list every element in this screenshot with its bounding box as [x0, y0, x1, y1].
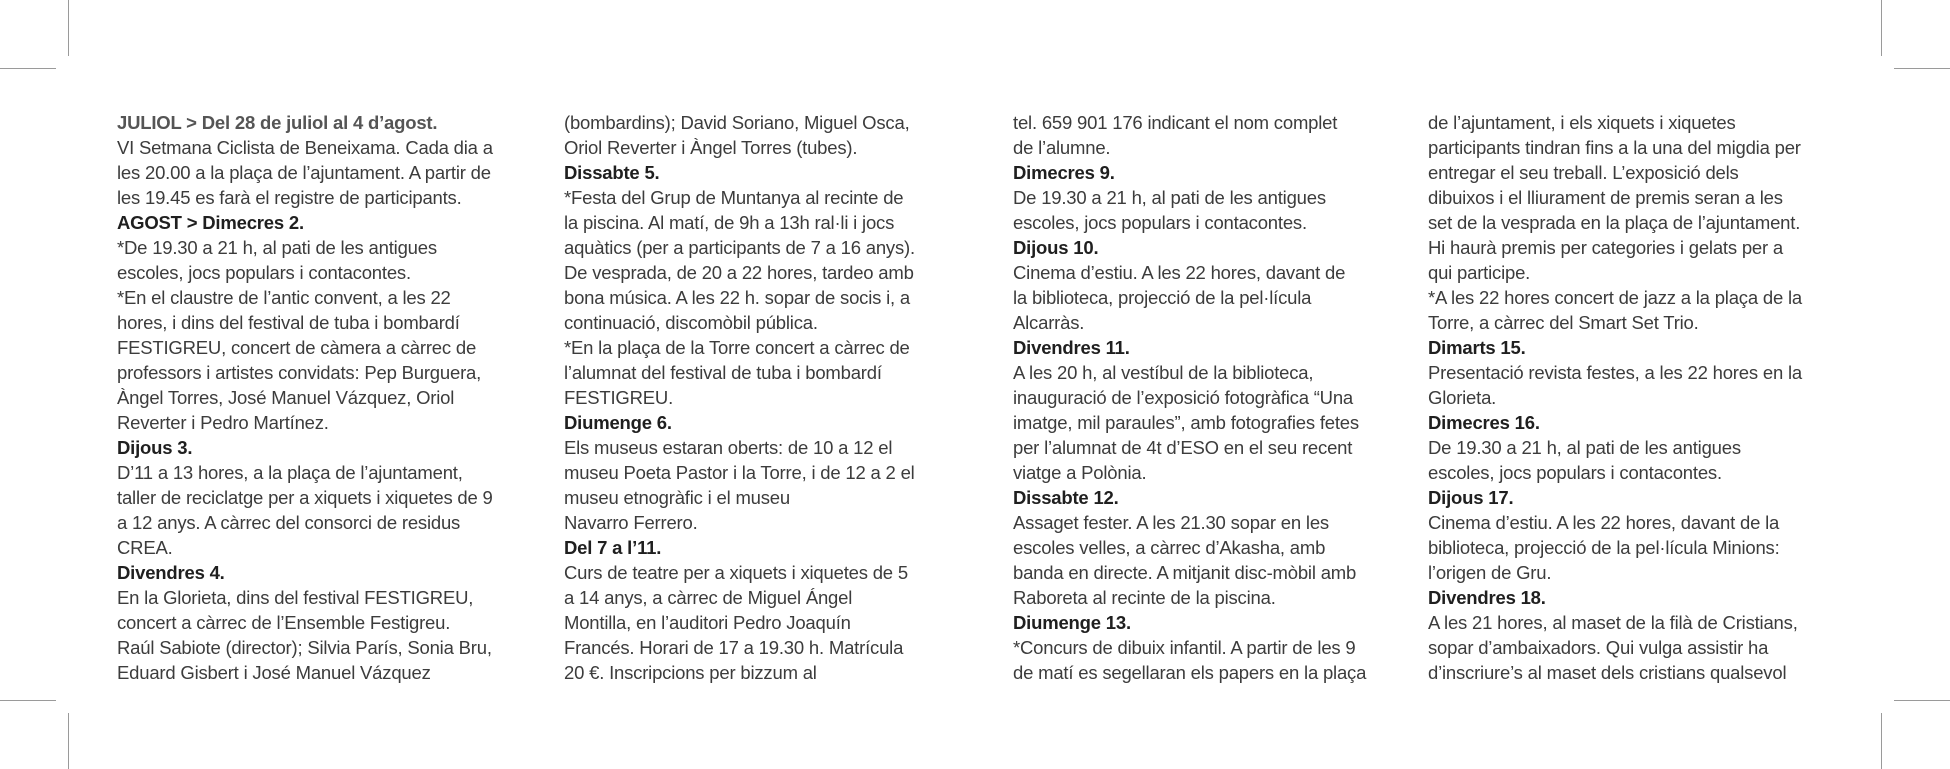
text-line: concert a càrrec de l’Ensemble Festigreu.: [117, 612, 451, 633]
text-line: D’11 a 13 hores, a la plaça de l’ajuntament,: [117, 462, 463, 483]
text-line: bona música. A les 22 h. sopar de socis i, a: [564, 287, 910, 308]
text-line: Torre, a càrrec del Smart Set Trio.: [1428, 312, 1699, 333]
text-line: A les 20 h, al vestíbul de la biblioteca,: [1013, 362, 1314, 383]
section-heading: Dimecres 16.: [1428, 412, 1540, 433]
text-line: a 12 anys. A càrrec del consorci de residus: [117, 512, 461, 533]
section-heading: Dimecres 9.: [1013, 162, 1115, 183]
text-line: De 19.30 a 21 h, al pati de les antigues: [1428, 437, 1741, 458]
crop-mark: [0, 700, 56, 701]
section-heading: Dijous 17.: [1428, 487, 1514, 508]
text-line: *De 19.30 a 21 h, al pati de les antigues: [117, 237, 437, 258]
crop-mark: [0, 68, 56, 69]
section-heading: Divendres 11.: [1013, 337, 1130, 358]
text-line: l’origen de Gru.: [1428, 562, 1552, 583]
text-line: escoles, jocs populars i contacontes.: [1013, 212, 1307, 233]
text-line: de matí es segellaran els papers en la plaça: [1013, 662, 1367, 683]
text-line: Navarro Ferrero.: [564, 512, 698, 533]
section-heading: Dissabte 5.: [564, 162, 660, 183]
text-line: viatge a Polònia.: [1013, 462, 1147, 483]
text-line: qui participe.: [1428, 262, 1531, 283]
text-line: sopar d’ambaixadors. Qui vulga assistir ha: [1428, 637, 1769, 658]
section-heading: Dimarts 15.: [1428, 337, 1526, 358]
text-line: de l’alumne.: [1013, 137, 1111, 158]
text-line: entregar el seu treball. L’exposició dels: [1428, 162, 1739, 183]
text-line: biblioteca, projecció de la pel·lícula Minions:: [1428, 537, 1780, 558]
text-line: Els museus estaran oberts: de 10 a 12 el: [564, 437, 893, 458]
text-line: De 19.30 a 21 h, al pati de les antigues: [1013, 187, 1326, 208]
text-line: per l’alumnat de 4t d’ESO en el seu recent: [1013, 437, 1353, 458]
text-line: (bombardins); David Soriano, Miguel Osca,: [564, 112, 910, 133]
text-line: set de la vesprada en la plaça de l’ajuntament.: [1428, 212, 1801, 233]
text-line: Àngel Torres, José Manuel Vázquez, Oriol: [117, 387, 455, 408]
text-line: inauguració de l’exposició fotogràfica “Una: [1013, 387, 1354, 408]
text-line: escoles velles, a càrrec d’Akasha, amb: [1013, 537, 1326, 558]
text-line: Raboreta al recinte de la piscina.: [1013, 587, 1276, 608]
text-line: banda en directe. A mitjanit disc-mòbil amb: [1013, 562, 1357, 583]
text-line: taller de reciclatge per a xiquets i xiquetes de 9: [117, 487, 493, 508]
section-heading: Dijous 3.: [117, 437, 193, 458]
text-line: Cinema d’estiu. A les 22 hores, davant de la: [1428, 512, 1780, 533]
text-line: la piscina. Al matí, de 9h a 13h ral·li i jocs: [564, 212, 895, 233]
text-line: Raúl Sabiote (director); Silvia París, Sonia Bru,: [117, 637, 492, 658]
section-heading: Dissabte 12.: [1013, 487, 1119, 508]
text-line: A les 21 hores, al maset de la filà de Cristians,: [1428, 612, 1798, 633]
text-line: participants tindran fins a la una del migdia per: [1428, 137, 1801, 158]
section-heading: Diumenge 13.: [1013, 612, 1131, 633]
text-line: les 19.45 es farà el registre de participants.: [117, 187, 462, 208]
text-line: Francés. Horari de 17 a 19.30 h. Matrícula: [564, 637, 904, 658]
text-line: Glorieta.: [1428, 387, 1497, 408]
text-line: escoles, jocs populars i contacontes.: [1428, 462, 1722, 483]
section-heading: AGOST > Dimecres 2.: [117, 212, 304, 233]
section-heading: JULIOL > Del 28 de juliol al 4 d’agost.: [117, 112, 438, 133]
section-heading: Divendres 18.: [1428, 587, 1546, 608]
crop-mark: [68, 713, 69, 769]
text-line: En la Glorieta, dins del festival FESTIGREU,: [117, 587, 474, 608]
text-line: Reverter i Pedro Martínez.: [117, 412, 329, 433]
text-line: *En la plaça de la Torre concert a càrrec de: [564, 337, 910, 358]
text-line: Assaget fester. A les 21.30 sopar en les: [1013, 512, 1329, 533]
text-line: museu Poeta Pastor i la Torre, i de 12 a 2 el: [564, 462, 915, 483]
section-heading: Divendres 4.: [117, 562, 225, 583]
text-line: l’alumnat del festival de tuba i bombardí: [564, 362, 882, 383]
text-line: dibuixos i el lliurament de premis seran a les: [1428, 187, 1783, 208]
text-column-3: [1013, 110, 1366, 685]
text-line: tel. 659 901 176 indicant el nom complet: [1013, 112, 1338, 133]
text-line: Eduard Gisbert i José Manuel Vázquez: [117, 662, 431, 683]
text-line: *A les 22 hores concert de jazz a la plaça de la: [1428, 287, 1802, 308]
text-line: *Festa del Grup de Muntanya al recinte de: [564, 187, 904, 208]
section-heading: Del 7 a l’11.: [564, 537, 662, 558]
text-line: escoles, jocs populars i contacontes.: [117, 262, 411, 283]
crop-mark: [68, 0, 69, 56]
text-line: CREA.: [117, 537, 173, 558]
text-line: imatge, mil paraules”, amb fotografies fetes: [1013, 412, 1359, 433]
text-line: FESTIGREU.: [564, 387, 674, 408]
text-column-2: [564, 110, 915, 685]
text-line: Hi haurà premis per categories i gelats per a: [1428, 237, 1784, 258]
text-line: de l’ajuntament, i els xiquets i xiquetes: [1428, 112, 1736, 133]
text-column-1: [117, 110, 493, 685]
text-line: Oriol Reverter i Àngel Torres (tubes).: [564, 137, 858, 158]
text-line: hores, i dins del festival de tuba i bombardí: [117, 312, 460, 333]
crop-mark: [1881, 713, 1882, 769]
text-line: Curs de teatre per a xiquets i xiquetes de 5: [564, 562, 908, 583]
text-line: Alcarràs.: [1013, 312, 1085, 333]
text-line: museu etnogràfic i el museu: [564, 487, 790, 508]
text-line: Montilla, en l’auditori Pedro Joaquín: [564, 612, 851, 633]
text-line: Cinema d’estiu. A les 22 hores, davant de: [1013, 262, 1346, 283]
section-heading: Diumenge 6.: [564, 412, 672, 433]
section-heading: Dijous 10.: [1013, 237, 1099, 258]
text-line: De vesprada, de 20 a 22 hores, tardeo amb: [564, 262, 914, 283]
text-line: continuació, discomòbil pública.: [564, 312, 818, 333]
text-line: la biblioteca, projecció de la pel·lícula: [1013, 287, 1312, 308]
text-line: *En el claustre de l’antic convent, a les 22: [117, 287, 451, 308]
text-line: 20 €. Inscripcions per bizzum al: [564, 662, 817, 683]
text-line: Presentació revista festes, a les 22 hores en la: [1428, 362, 1802, 383]
crop-mark: [1894, 700, 1950, 701]
text-line: d’inscriure’s al maset dels cristians qualsevol: [1428, 662, 1787, 683]
text-line: professors i artistes convidats: Pep Burguera,: [117, 362, 482, 383]
text-line: FESTIGREU, concert de càmera a càrrec de: [117, 337, 477, 358]
text-line: aquàtics (per a participants de 7 a 16 anys).: [564, 237, 915, 258]
text-line: les 20.00 a la plaça de l’ajuntament. A partir de: [117, 162, 491, 183]
crop-mark: [1894, 68, 1950, 69]
text-line: a 14 anys, a càrrec de Miguel Ángel: [564, 587, 853, 608]
text-column-4: [1428, 110, 1802, 685]
crop-mark: [1881, 0, 1882, 56]
text-line: *Concurs de dibuix infantil. A partir de les 9: [1013, 637, 1356, 658]
text-line: VI Setmana Ciclista de Beneixama. Cada dia a: [117, 137, 493, 158]
